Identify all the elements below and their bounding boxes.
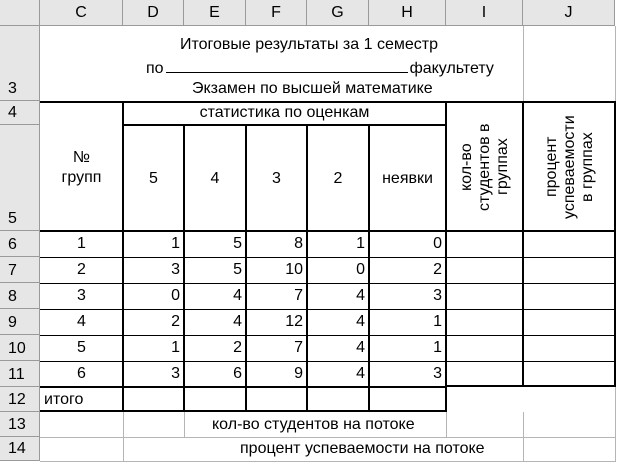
column-header-g[interactable]: G (307, 0, 369, 26)
students-count-header-cell[interactable] (449, 108, 521, 226)
absent-header[interactable]: неявки (382, 170, 433, 187)
faculty-line (146, 58, 494, 78)
grade-2-cell[interactable]: 4 (356, 287, 365, 304)
absent-cell[interactable]: 0 (433, 235, 442, 252)
absent-cell[interactable]: 3 (433, 365, 442, 382)
faculty-blank[interactable] (166, 58, 408, 73)
column-header-i[interactable]: I (446, 0, 523, 26)
group-cell[interactable]: 1 (77, 235, 86, 252)
faculty-prefix: по (146, 60, 164, 77)
absent-cell[interactable]: 1 (433, 339, 442, 356)
row-header-8[interactable]: 8 (0, 283, 40, 309)
group-cell[interactable]: 4 (77, 313, 86, 330)
column-header-h[interactable]: H (369, 0, 446, 26)
column-header-c[interactable]: C (40, 0, 123, 26)
grade-2-cell[interactable]: 0 (356, 261, 365, 278)
row-header-12[interactable]: 12 (0, 387, 40, 412)
grade-2-cell[interactable]: 1 (356, 235, 365, 252)
grade-4-header[interactable]: 4 (210, 170, 220, 187)
grade-4-cell[interactable]: 6 (233, 365, 242, 382)
stream-success-label[interactable]: процент успеваемости на потоке (240, 440, 485, 457)
grade-2-header[interactable]: 2 (333, 170, 343, 187)
success-pct-header-cell[interactable] (526, 108, 613, 226)
exam-title: Экзамен по высшей математике (192, 80, 433, 97)
grade-3-cell[interactable]: 12 (285, 313, 303, 330)
grade-5-header[interactable]: 5 (149, 170, 158, 187)
row-header-13[interactable]: 13 (0, 412, 40, 437)
grade-2-cell[interactable]: 4 (356, 339, 365, 356)
faculty-suffix: факультету (409, 60, 494, 77)
row-header-7[interactable]: 7 (0, 257, 40, 283)
row-header-6[interactable]: 6 (0, 231, 40, 257)
success-pct-header: процент успеваемости в группах (542, 115, 596, 219)
absent-cell[interactable]: 2 (433, 261, 442, 278)
stream-students-label[interactable]: кол-во студентов на потоке (212, 416, 415, 433)
grade-5-cell[interactable]: 3 (171, 365, 180, 382)
row-header-3[interactable]: 3 (0, 26, 40, 101)
row-header-5[interactable]: 5 (0, 125, 40, 231)
group-cell[interactable]: 3 (77, 287, 86, 304)
grade-3-cell[interactable]: 7 (294, 339, 303, 356)
absent-cell[interactable]: 1 (433, 313, 442, 330)
column-header-d[interactable]: D (123, 0, 184, 26)
grade-2-cell[interactable]: 4 (356, 313, 365, 330)
group-cell[interactable]: 2 (77, 261, 86, 278)
grade-3-cell[interactable]: 9 (294, 365, 303, 382)
grade-4-cell[interactable]: 4 (233, 313, 242, 330)
grade-5-cell[interactable]: 1 (171, 339, 180, 356)
grade-5-cell[interactable]: 0 (171, 287, 180, 304)
grade-2-cell[interactable]: 4 (356, 365, 365, 382)
select-all-corner[interactable] (0, 0, 40, 26)
row-header-10[interactable]: 10 (0, 335, 40, 361)
report-title: Итоговые результаты за 1 семестр (180, 36, 438, 53)
group-number-header[interactable]: № групп (61, 149, 102, 186)
row-header-14[interactable]: 14 (0, 437, 40, 461)
column-header-e[interactable]: E (184, 0, 246, 26)
grade-4-cell[interactable]: 4 (233, 287, 242, 304)
grade-3-cell[interactable]: 7 (294, 287, 303, 304)
grade-3-cell[interactable]: 8 (294, 235, 303, 252)
row-header-4[interactable]: 4 (0, 101, 40, 125)
grade-4-cell[interactable]: 5 (233, 235, 242, 252)
column-header-f[interactable]: F (246, 0, 307, 26)
grades-stats-header[interactable]: статистика по оценкам (199, 104, 370, 121)
absent-cell[interactable]: 3 (433, 287, 442, 304)
grade-4-cell[interactable]: 2 (233, 339, 242, 356)
grade-5-cell[interactable]: 1 (171, 235, 180, 252)
group-cell[interactable]: 5 (77, 339, 86, 356)
row-header-9[interactable]: 9 (0, 309, 40, 335)
grade-3-header[interactable]: 3 (272, 170, 281, 187)
row-header-11[interactable]: 11 (0, 361, 40, 387)
grade-5-cell[interactable]: 3 (171, 261, 180, 278)
grade-3-cell[interactable]: 10 (285, 261, 303, 278)
students-count-header: кол-во студентов в группах (458, 123, 511, 211)
column-header-j[interactable]: J (523, 0, 615, 26)
grade-5-cell[interactable]: 2 (171, 313, 180, 330)
grade-4-cell[interactable]: 5 (233, 261, 242, 278)
group-cell[interactable]: 6 (77, 365, 86, 382)
total-label[interactable]: итого (44, 391, 84, 408)
